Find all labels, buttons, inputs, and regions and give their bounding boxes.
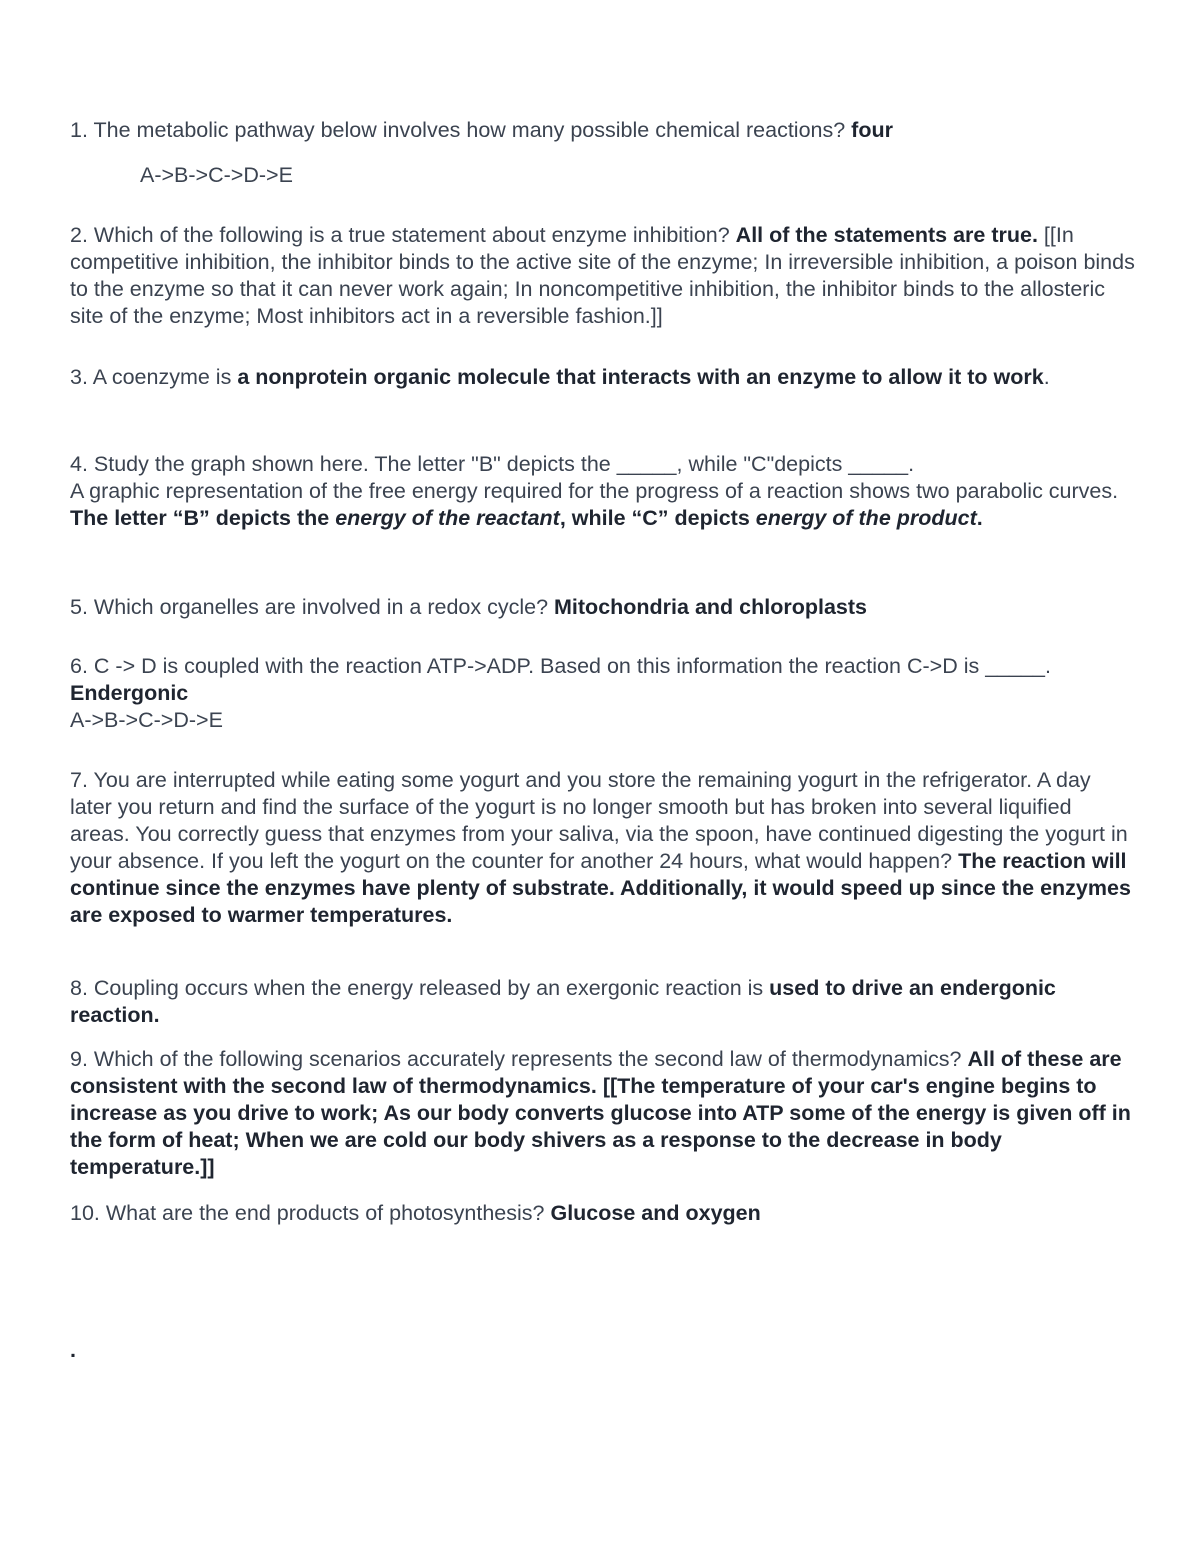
question-7-answer: The reaction will continue since the enzymes have plenty of substrate. Additionally, it would speed up since the enzymes are exposed to warmer temperatures. — [70, 849, 1131, 927]
question-3 — [70, 364, 1050, 391]
question-4-answer-b: energy of the reactant — [335, 506, 560, 530]
question-3-end: . — [1043, 365, 1050, 389]
question-1-answer: four — [851, 118, 893, 142]
question-8-answer: used to drive an endergonic reaction. — [70, 976, 1056, 1027]
question-2-detail: [[In competitive inhibition, the inhibitor binds to the active site of the enzyme; In irreversible inhibition, a poison binds to the enzyme so that it can never work again; In noncompetitive inhibition, the inhibitor binds to the allosteric site of the enzyme; Most inhibitors act in a reversible fashion.]] — [70, 223, 1135, 328]
question-9-text: 9. Which of the following scenarios accurately represents the second law of thermodynamics? — [70, 1047, 968, 1071]
question-4-answer-a: The letter “B” depicts the — [70, 506, 336, 530]
question-6 — [70, 653, 1135, 734]
question-10-answer: Glucose and oxygen — [550, 1201, 761, 1225]
question-2-answer: All of the statements are true. — [735, 223, 1038, 247]
question-2-text: 2. Which of the following is a true statement about enzyme inhibition? — [70, 223, 736, 247]
question-9 — [70, 1046, 1135, 1181]
question-2 — [70, 222, 1135, 330]
question-9-answer: All of these are consistent with the second law of thermodynamics. [[The temperature of your car's engine begins to increase as you drive to work; As our body converts glucose into ATP some of the energy is given off in the form of heat; When we are cold our body shivers as a response to the decrease in body temperature.]] — [70, 1047, 1131, 1179]
question-1-pathway: A->B->C->D->E — [140, 163, 293, 187]
question-7 — [70, 767, 1135, 929]
question-4-text: 4. Study the graph shown here. The letter "B" depicts the _____, while "C"depicts _____. — [70, 452, 915, 476]
question-4-answer-e: . — [976, 506, 983, 530]
question-3-text: 3. A coenzyme is — [70, 365, 238, 389]
question-7-text: 7. You are interrupted while eating some yogurt and you store the remaining yogurt in the refrigerator. A day later you return and find the surface of the yogurt is no longer smooth but has broken into several liquified areas. You correctly guess that enzymes from your saliva, via the spoon, have continued digesting the yogurt in your absence. If you left the yogurt on the counter for another 24 hours, what would happen? — [70, 768, 1128, 873]
question-4 — [70, 451, 1135, 532]
question-1 — [70, 117, 893, 144]
question-4-answer-c: , while “C” depicts — [559, 506, 756, 530]
question-4-context: A graphic representation of the free energy required for the progress of a reaction shows two parabolic curves. — [70, 479, 1119, 503]
question-6-text: 6. C -> D is coupled with the reaction ATP->ADP. Based on this information the reaction C->D is _____. — [70, 654, 1051, 678]
question-5-text: 5. Which organelles are involved in a redox cycle? — [70, 595, 555, 619]
question-8 — [70, 975, 1135, 1029]
question-10-text: 10. What are the end products of photosynthesis? — [70, 1201, 551, 1225]
question-1-text: 1. The metabolic pathway below involves how many possible chemical reactions? — [70, 118, 852, 142]
question-5 — [70, 594, 867, 621]
question-4-answer — [70, 478, 1135, 532]
question-8-text: 8. Coupling occurs when the energy released by an exergonic reaction is — [70, 976, 770, 1000]
question-6-answer: Endergonic — [70, 681, 189, 705]
question-10 — [70, 1200, 761, 1227]
question-5-answer: Mitochondria and chloroplasts — [554, 595, 867, 619]
question-6-pathway: A->B->C->D->E — [70, 708, 223, 732]
question-3-answer: a nonprotein organic molecule that interacts with an enzyme to allow it to work — [237, 365, 1044, 389]
question-4-answer-d: energy of the product — [755, 506, 977, 530]
end-mark: . — [70, 1338, 76, 1362]
